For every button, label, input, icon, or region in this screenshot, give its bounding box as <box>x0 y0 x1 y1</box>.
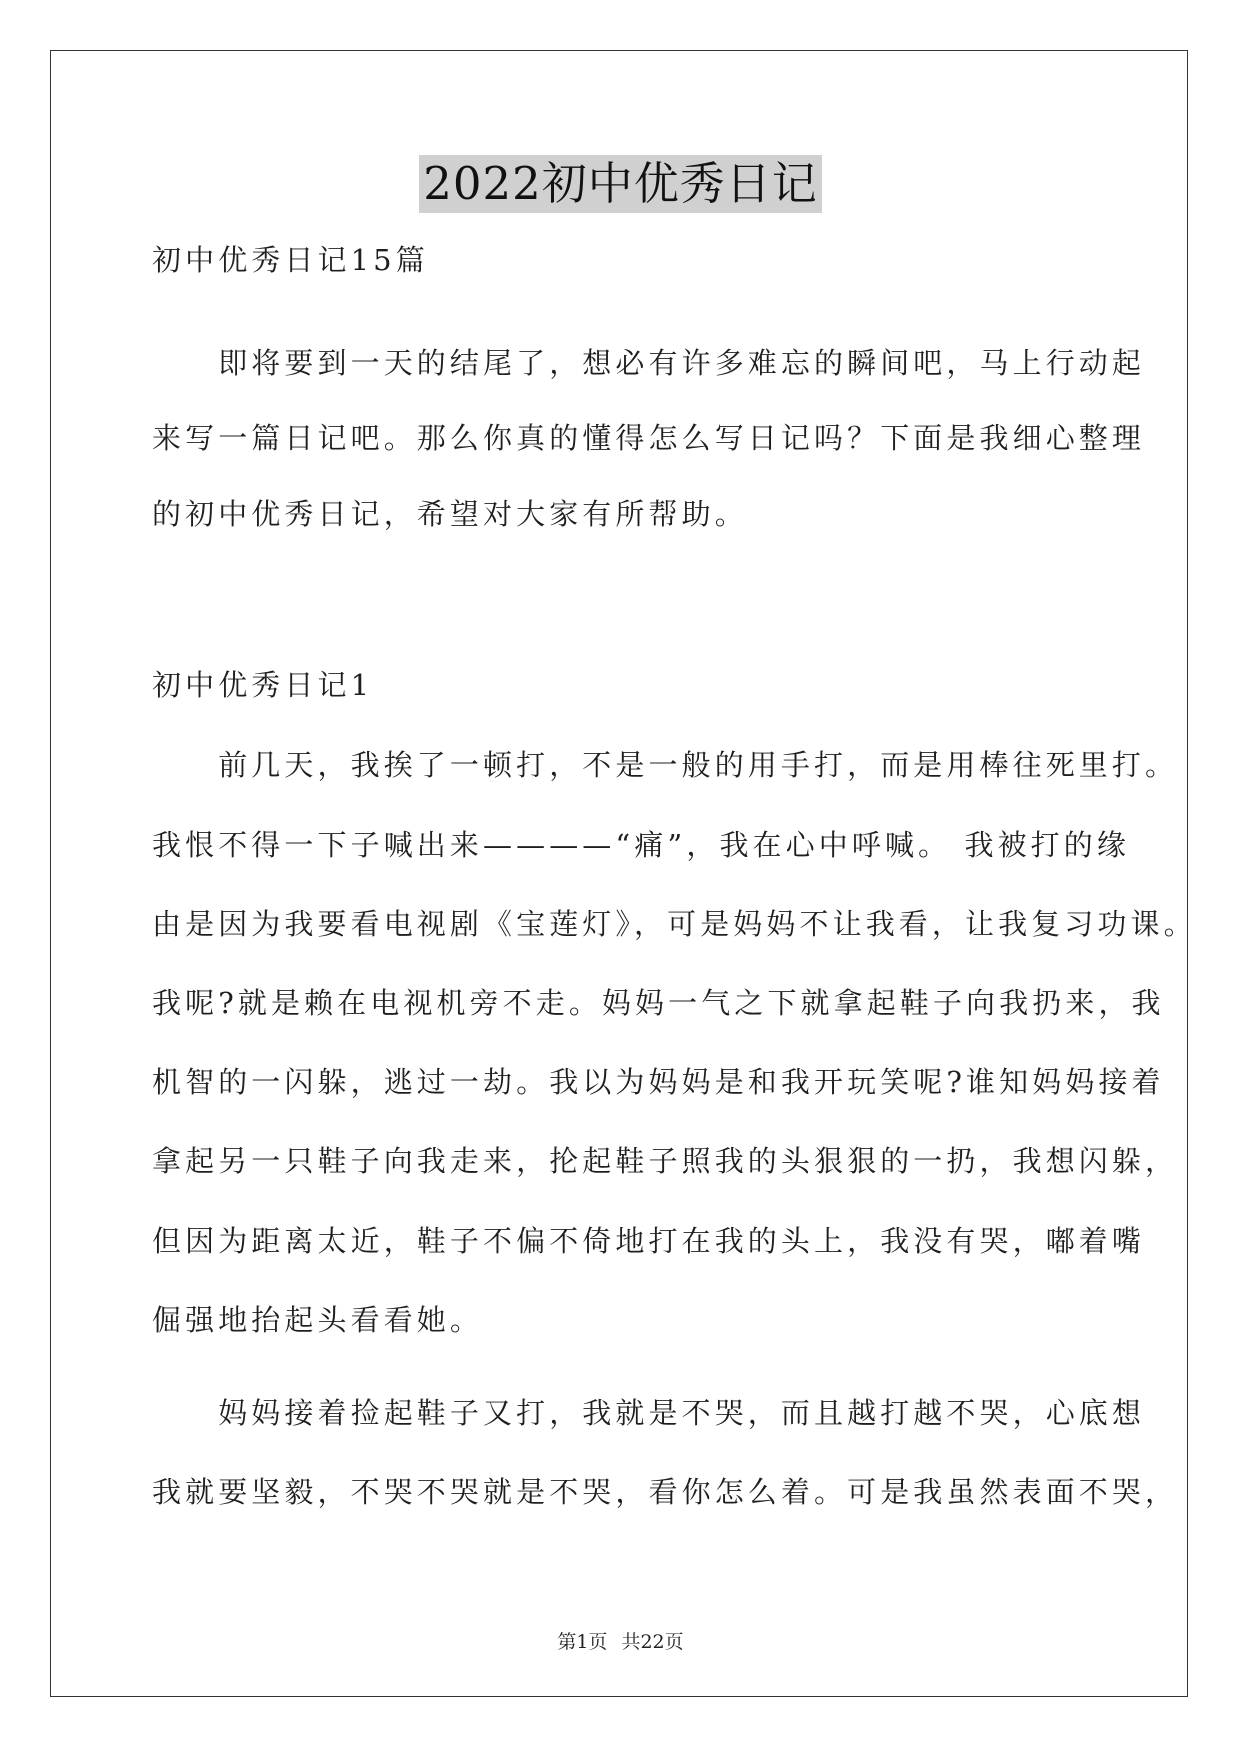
paragraph-line: 倔强地抬起头看看她。 <box>152 1303 484 1337</box>
title-container <box>0 155 1241 213</box>
paragraph-line: 前几天，我挨了一顿打，不是一般的用手打，而是用棒往死里打。 <box>152 748 1179 782</box>
paragraph-line: 我就要坚毅，不哭不哭就是不哭，看你怎么着。可是我虽然表面不哭， <box>152 1475 1179 1509</box>
paragraph-line: 机智的一闪躲，逃过一劫。我以为妈妈是和我开玩笑呢?谁知妈妈接着 <box>152 1065 1165 1099</box>
paragraph-line: 我恨不得一下子喊出来————“痛”，我在心中呼喊。 我被打的缘 <box>152 828 1130 862</box>
page-footer <box>0 1627 1241 1654</box>
paragraph-line: 由是因为我要看电视剧《宝莲灯》，可是妈妈不让我看，让我复习功课。 <box>152 907 1197 941</box>
intro-line: 的初中优秀日记，希望对大家有所帮助。 <box>152 497 748 531</box>
paragraph-line: 拿起另一只鞋子向我走来，抡起鞋子照我的头狠狠的一扔，我想闪躲， <box>152 1144 1179 1178</box>
paragraph-line: 妈妈接着捡起鞋子又打，我就是不哭，而且越打越不哭，心底想 <box>152 1396 1146 1430</box>
intro-line: 即将要到一天的结尾了，想必有许多难忘的瞬间吧，马上行动起 <box>152 346 1146 380</box>
page-border <box>50 50 1197 1697</box>
subtitle: 初中优秀日记15篇 <box>152 243 429 277</box>
paragraph-line: 我呢?就是赖在电视机旁不走。妈妈一气之下就拿起鞋子向我扔来，我 <box>152 986 1165 1020</box>
intro-line: 来写一篇日记吧。那么你真的懂得怎么写日记吗？下面是我细心整理 <box>152 421 1146 455</box>
page-total: 共22页 <box>621 1631 684 1653</box>
paragraph-line: 但因为距离太近，鞋子不偏不倚地打在我的头上，我没有哭，嘟着嘴 <box>152 1224 1146 1258</box>
section-heading: 初中优秀日记1 <box>152 668 374 702</box>
page-number: 第1页 <box>557 1631 608 1653</box>
document-title: 2022初中优秀日记 <box>419 155 822 213</box>
